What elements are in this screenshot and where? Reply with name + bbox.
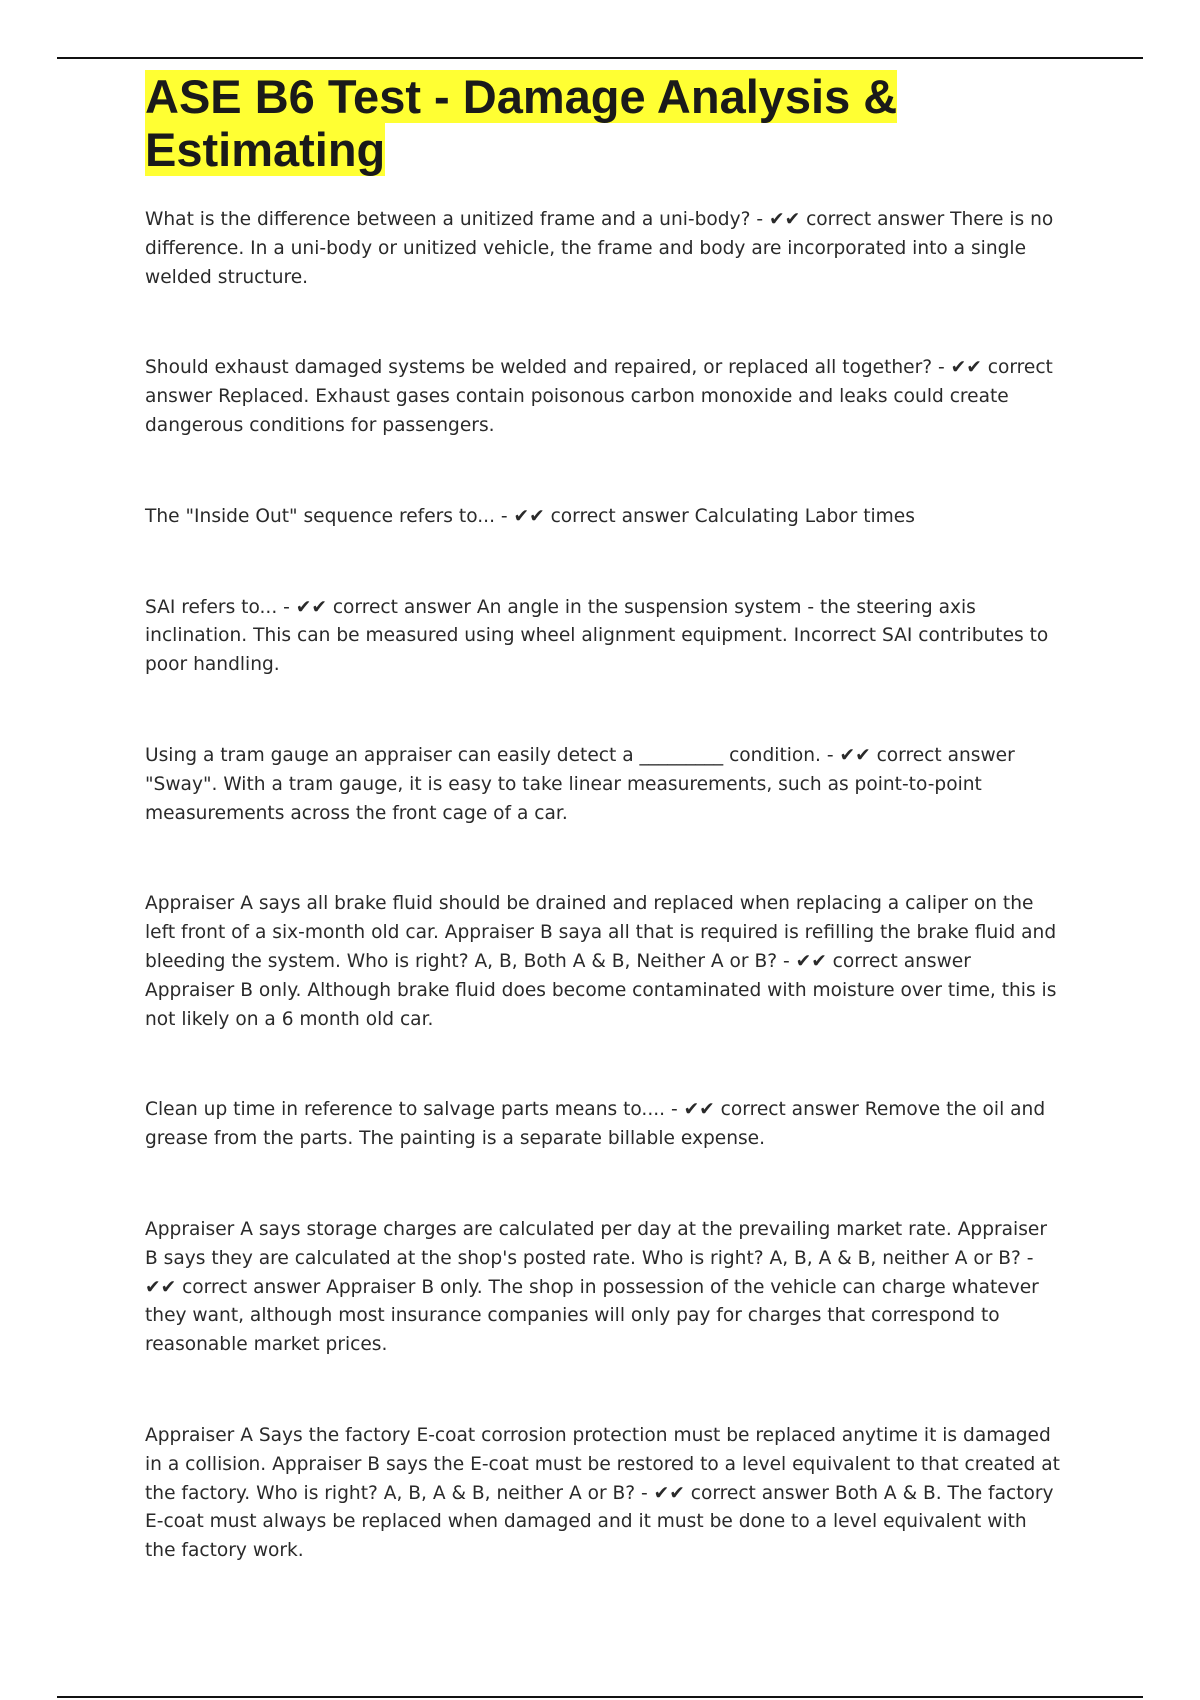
qa-item-6: Appraiser A says all brake fluid should be drained and replaced when replacing a caliper on the left front of a six-month old car. Appraiser B saya all that is required is refilling the brake fluid and bleeding the system. Who is right? A, B, Both A & B, Neither A or B? - ✔✔ correct answer Appraiser B only. Although brake fluid does become contaminated with moisture over time, this is not likely on a 6 month old car. <box>145 893 1057 1030</box>
bottom-rule <box>57 1696 1143 1698</box>
title-highlight: ASE B6 Test - Damage Analysis & Estimating <box>145 70 898 176</box>
qa-item-7: Clean up time in reference to salvage parts means to.... - ✔✔ correct answer Remove the oil and grease from the parts. The painting is a separate billable expense. <box>145 1099 1046 1150</box>
qa-item-5: Using a tram gauge an appraiser can easily detect a _________ condition. - ✔✔ correct answer "Sway". With a tram gauge, it is easy to take linear measurements, such as point-to-point measurements across the front cage of a car. <box>145 744 1015 824</box>
document-title <box>145 70 1060 176</box>
qa-item-1: What is the difference between a unitized frame and a uni-body? - ✔✔ correct answer There is no difference. In a uni-body or unitized vehicle, the frame and body are incorporated into a single welded structure. <box>145 209 1054 288</box>
qa-list <box>145 206 1060 1566</box>
qa-item-4: SAI refers to... - ✔✔ correct answer An angle in the suspension system - the steering axis inclination. This can be measured using wheel alignment equipment. Incorrect SAI contributes to poor handling. <box>145 596 1049 676</box>
qa-item-8: Appraiser A says storage charges are calculated per day at the prevailing market rate. Appraiser B says they are calculated at the shop's posted rate. Who is right? A, B, A & B, neither A or B? - ✔✔ correct answer Appraiser B only. The shop in possession of the vehicle can charge whatever they want, although most insurance companies will only pay for charges that correspond to reasonable market prices. <box>145 1218 1047 1356</box>
qa-item-3: The "Inside Out" sequence refers to... - ✔✔ correct answer Calculating Labor times <box>145 505 915 527</box>
qa-item-2: Should exhaust damaged systems be welded and repaired, or replaced all together? - ✔✔ correct answer Replaced. Exhaust gases contain poisonous carbon monoxide and leaks could create dangerous conditions for passengers. <box>145 357 1053 436</box>
document-page <box>145 70 1060 1628</box>
top-rule <box>57 57 1143 59</box>
qa-item-9: Appraiser A Says the factory E-coat corrosion protection must be replaced anytime it is damaged in a collision. Appraiser B says the E-coat must be restored to a level equivalent to that created at the factory. Who is right? A, B, A & B, neither A or B? - ✔✔ correct answer Both A & B. The factory E-coat must always be replaced when damaged and it must be done to a level equivalent with the factory work. <box>145 1424 1060 1562</box>
